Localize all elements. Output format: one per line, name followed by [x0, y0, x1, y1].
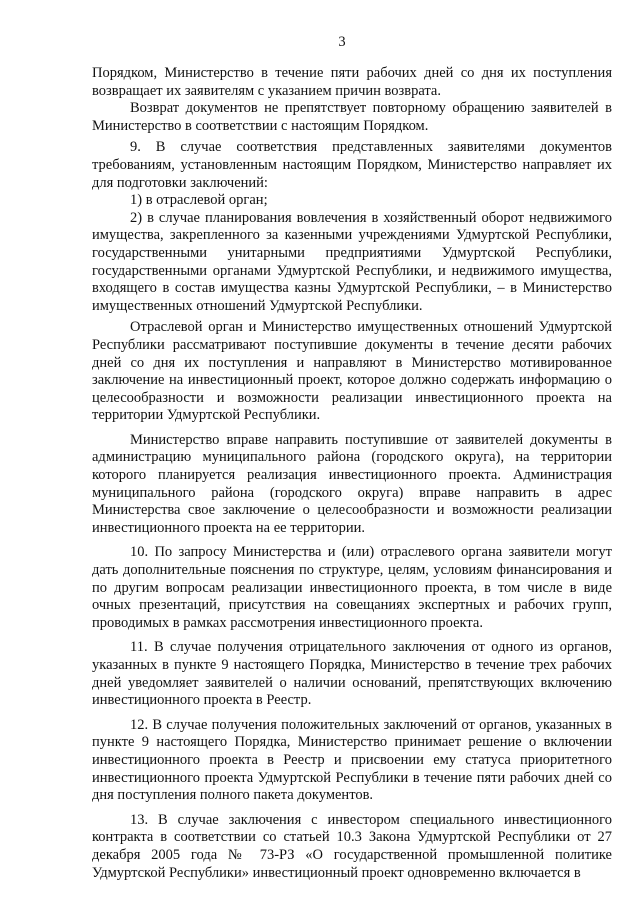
paragraph-return-order: Порядком, Министерство в течение пяти рабочих дней со дня их поступления возвращает их заявителям с указанием причин возврата.: [92, 65, 612, 99]
paragraph-item-9: 9. В случае соответствия представленных заявителями документов требованиям, установленным настоящим Порядком, Министерство направляет их для подготовки заключений:: [92, 139, 612, 191]
paragraph-item-9-sub-2: 2) в случае планирования вовлечения в хозяйственный оборот недвижимого имущества, закрепленного за казенными учреждениями Удмуртской Республики, государственными унитарными предприятиями Удмуртской Республики, государственными органами Удмуртской Республики, и недвижимого имущества, входящего в состав имущества казны Удмуртской Республики, – в Министерство имущественных отношений Удмуртской Республики.: [92, 209, 612, 314]
paragraph-item-11: 11. В случае получения отрицательного заключения от одного из органов, указанных в пункте 9 настоящего Порядка, Министерство в течение трех рабочих дней уведомляет заявителей о наличии оснований, препятствующих включению инвестиционного проекта в Реестр.: [92, 639, 612, 709]
paragraph-review-terms: Отраслевой орган и Министерство имущественных отношений Удмуртской Республики рассматривают поступившие документы в течение десяти рабочих дней со дня их поступления и направляют в Министерство мотивированное заключение на инвестиционный проект, которое должно содержать информацию о целесообразности и возможности реализации инвестиционного проекта на территории Удмуртской Республики.: [92, 319, 612, 424]
paragraph-municipal-administration: Министерство вправе направить поступившие от заявителей документы в администрацию муниципального района (городского округа), на территории которого планируется реализация инвестиционного проекта. Администрация муниципального района (городского округа) вправе направить в адрес Министерства свое заключение о целесообразности и возможности реализации инвестиционного проекта на ее территории.: [92, 431, 612, 536]
page-number: 3: [338, 34, 346, 50]
paragraph-item-10: 10. По запросу Министерства и (или) отраслевого органа заявители могут дать дополнительные пояснения по структуре, целям, условиям финансирования и по другим вопросам реализации инвестиционного проекта, в том числе в виде очных презентаций, присутствия на совещаниях экспертных и рабочих групп, проводимых в рамках рассмотрения инвестиционного проекта.: [92, 544, 612, 631]
paragraph-item-9-sub-1: 1) в отраслевой орган;: [130, 192, 268, 209]
document-body: [92, 65, 612, 882]
paragraph-return-no-obstacle: Возврат документов не препятствует повторному обращению заявителей в Министерство в соответствии с настоящим Порядком.: [92, 100, 612, 134]
paragraph-item-13: 13. В случае заключения с инвестором специального инвестиционного контракта в соответствии со статьей 10.3 Закона Удмуртской Республики от 27 декабря 2005 года № 73-РЗ «О государственной промышленной политике Удмуртской Республики» инвестиционный проект одновременно включается в: [92, 811, 612, 881]
paragraph-item-12: 12. В случае получения положительных заключений от органов, указанных в пункте 9 настоящего Порядка, Министерство принимает решение о включении инвестиционного проекта в Реестр и присвоении ему статуса приоритетного инвестиционного проекта Удмуртской Республики в течение пяти рабочих дней со дня поступления полного пакета документов.: [92, 716, 612, 804]
